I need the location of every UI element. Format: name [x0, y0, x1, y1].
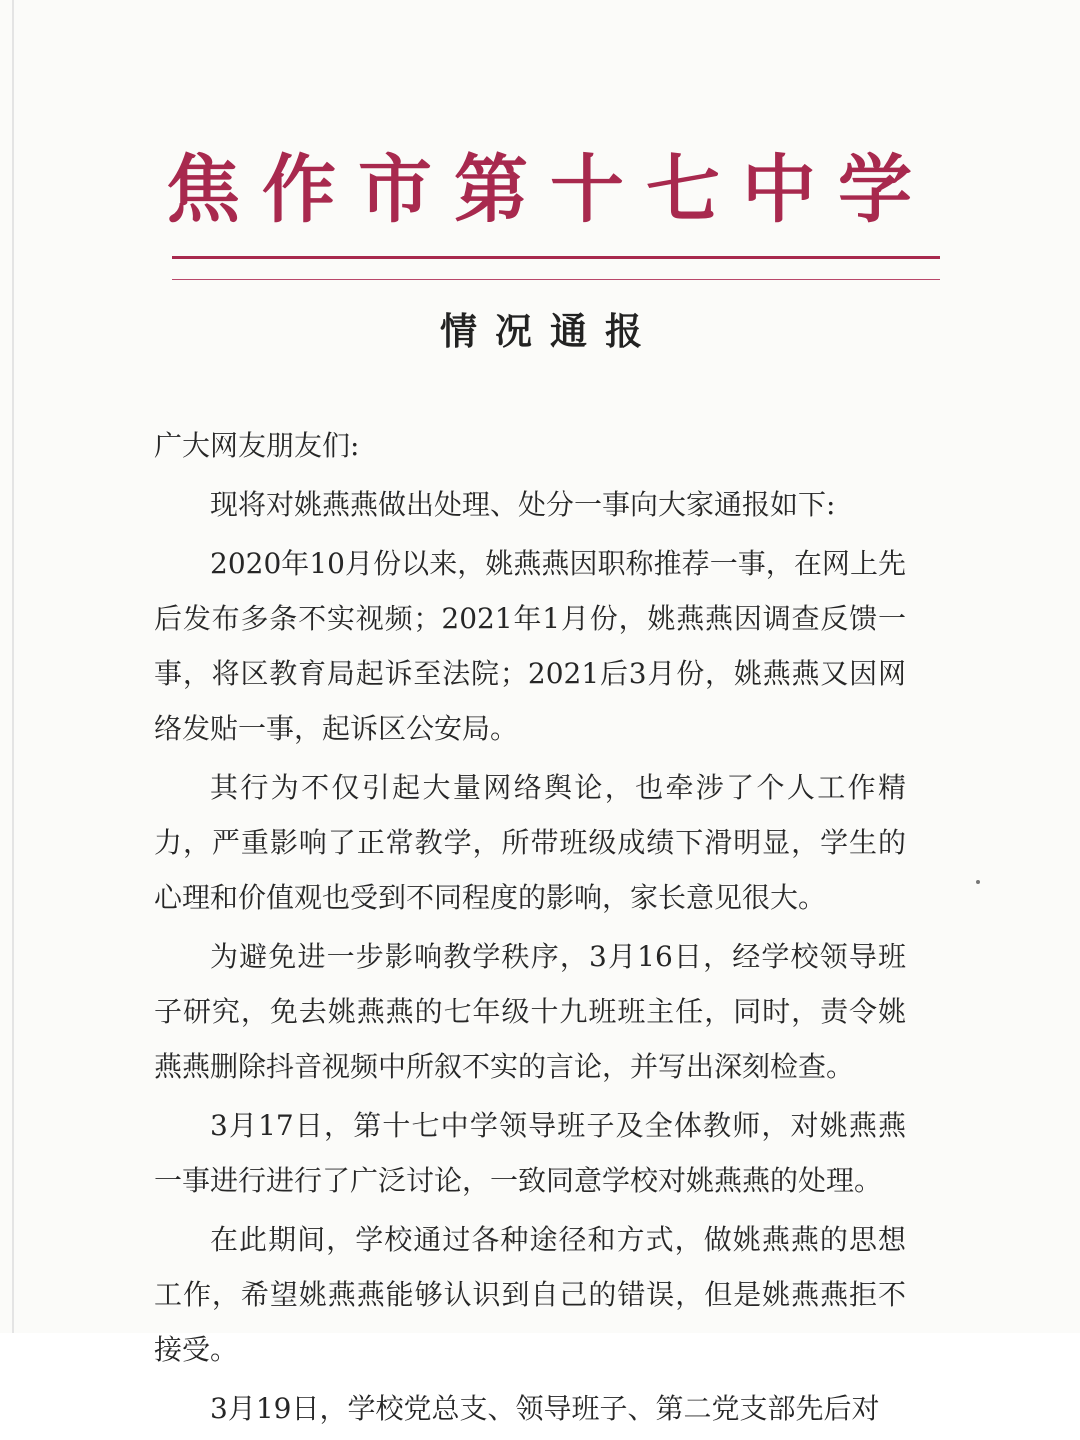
document-body — [154, 418, 906, 1440]
letterhead-rule-thin — [172, 279, 940, 280]
paragraph-discussion: 3月17日，第十七中学领导班子及全体教师，对姚燕燕一事进行进行了广泛讨论，一致同意学校对姚燕燕的处理。 — [154, 1109, 906, 1197]
paragraph-march-19: 3月19日，学校党总支、领导班子、第二党支部先后对 — [210, 1392, 880, 1425]
paragraph-intro: 现将对姚燕燕做出处理、处分一事向大家通报如下: — [210, 488, 836, 521]
paragraph-persuasion: 在此期间，学校通过各种途径和方式，做姚燕燕的思想工作，希望姚燕燕能够认识到自己的错误，但是姚燕燕拒不接受。 — [154, 1223, 906, 1366]
letterhead-school-name: 焦作市第十七中学 — [166, 147, 934, 233]
paragraph-impact: 其行为不仅引起大量网络舆论，也牵涉了个人工作精力，严重影响了正常教学，所带班级成绩下滑明显，学生的心理和价值观也受到不同程度的影响，家长意见很大。 — [154, 771, 906, 914]
paper-speck — [976, 880, 980, 884]
paragraph-events: 2020年10月份以来，姚燕燕因职称推荐一事，在网上先后发布多条不实视频；2021年1月份，姚燕燕因调查反馈一事，将区教育局起诉至法院；2021后3月份，姚燕燕又因网络发贴一事，起诉区公安局。 — [154, 547, 906, 745]
document-title: 情况通报 — [440, 310, 660, 353]
paragraph-decision: 为避免进一步影响教学秩序，3月16日，经学校领导班子研究，免去姚燕燕的七年级十九班班主任，同时，责令姚燕燕删除抖音视频中所叙不实的言论，并写出深刻检查。 — [154, 940, 906, 1083]
letterhead-rule-thick — [172, 256, 940, 259]
greeting: 广大网友朋友们: — [154, 429, 360, 462]
